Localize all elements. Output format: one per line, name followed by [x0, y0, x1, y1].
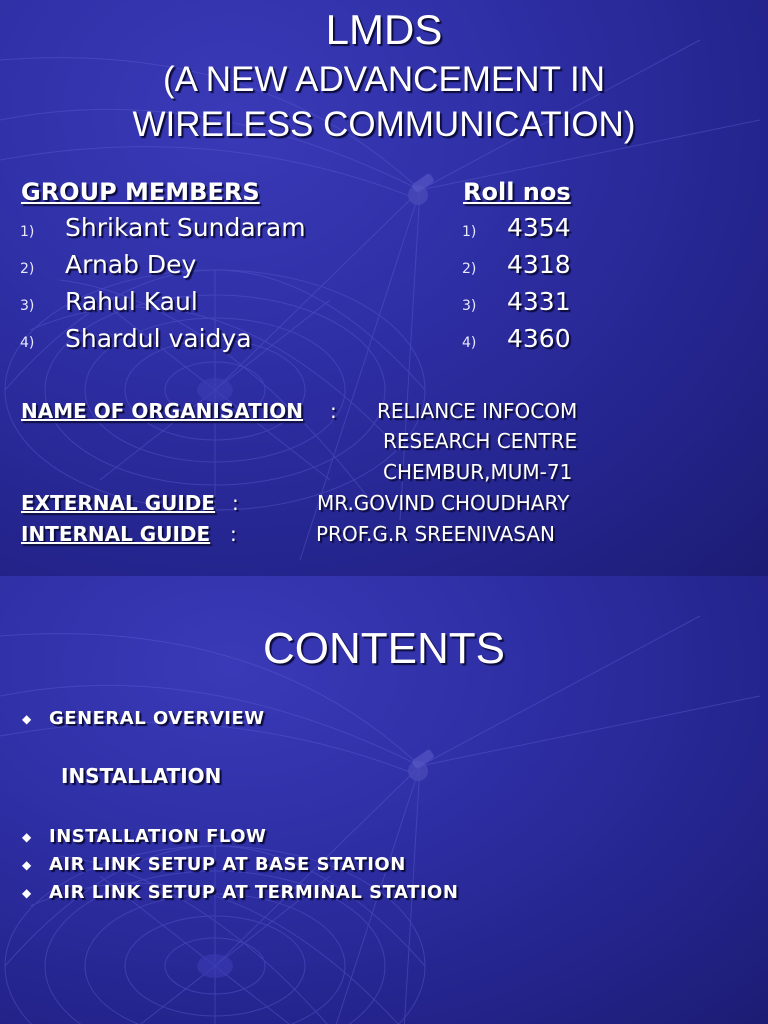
member-name: Rahul Kaul [65, 287, 198, 316]
contents-item: AIR LINK SETUP AT BASE STATION [49, 854, 406, 875]
slide-title: LMDS [325, 6, 443, 53]
installation-heading: INSTALLATION [61, 764, 222, 788]
diamond-bullet-icon: ◆ [22, 712, 32, 726]
member-name: Shrikant Sundaram [65, 213, 306, 242]
contents-title: CONTENTS [263, 624, 505, 673]
roll-number: 4354 [507, 213, 571, 242]
diamond-bullet-icon: ◆ [22, 858, 32, 872]
roll-number: 4318 [507, 250, 571, 279]
organisation-colon: : [330, 399, 337, 423]
contents-item: GENERAL OVERVIEW [49, 708, 265, 729]
diamond-bullet-icon: ◆ [22, 830, 32, 844]
member-number: 2) [20, 261, 35, 277]
external-guide-label: EXTERNAL GUIDE [21, 491, 216, 515]
organisation-line-2: RESEARCH CENTRE [383, 429, 578, 453]
group-members-header: GROUP MEMBERS [21, 178, 260, 206]
slide-subtitle-line-2: WIRELESS COMMUNICATION) [132, 105, 636, 144]
internal-guide-colon: : [230, 522, 237, 546]
roll-number-index: 1) [462, 224, 477, 240]
organisation-label: NAME OF ORGANISATION [21, 399, 304, 423]
internal-guide-name: PROF.G.R SREENIVASAN [316, 522, 555, 546]
organisation-line-3: CHEMBUR,MUM-71 [383, 460, 573, 484]
member-name: Arnab Dey [65, 250, 197, 279]
roll-numbers-header: Roll nos [463, 178, 571, 206]
diamond-bullet-icon: ◆ [22, 886, 32, 900]
roll-number-index: 3) [462, 298, 477, 314]
contents-item: INSTALLATION FLOW [49, 826, 267, 847]
internal-guide-label: INTERNAL GUIDE [21, 522, 211, 546]
slide-2 [0, 576, 768, 1024]
roll-number-index: 2) [462, 261, 477, 277]
member-number: 4) [20, 335, 35, 351]
contents-item: AIR LINK SETUP AT TERMINAL STATION [49, 882, 459, 903]
slide-subtitle-line-1: (A NEW ADVANCEMENT IN [162, 60, 606, 99]
member-number: 1) [20, 224, 35, 240]
roll-number-index: 4) [462, 335, 477, 351]
external-guide-colon: : [232, 491, 239, 515]
external-guide-name: MR.GOVIND CHOUDHARY [317, 491, 570, 515]
organisation-line-1: RELIANCE INFOCOM [377, 399, 578, 423]
roll-number: 4360 [507, 324, 571, 353]
member-number: 3) [20, 298, 35, 314]
member-name: Shardul vaidya [65, 324, 252, 353]
roll-number: 4331 [507, 287, 571, 316]
